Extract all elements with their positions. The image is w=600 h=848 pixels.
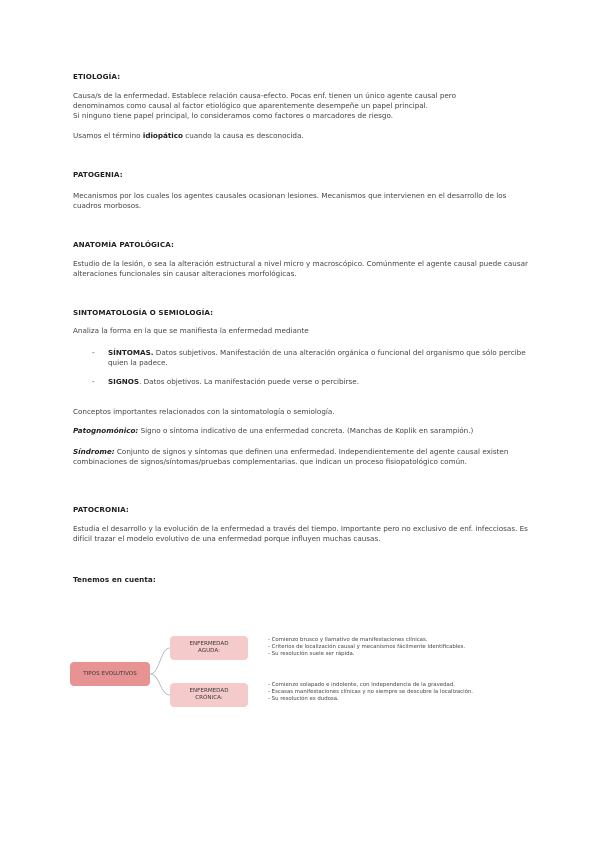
list-dash: - — [92, 377, 95, 386]
list-item-text — [108, 348, 528, 368]
signos-term: SIGNOS — [108, 377, 140, 386]
patognomonico-text: Signo o síntoma indicativo de una enfermedad concreta. (Manchas de Koplik en sarampión.) — [138, 426, 474, 435]
etiologia-line-2: denominamos como causal al factor etiológico que aparentemente desempeñe un papel principal. — [73, 101, 428, 110]
sindrome-text: Conjunto de signos y síntomas que definen una enfermedad. Independientemente del agente causal existen combinaciones de signos/síntomas/pruebas complementarias. que indican un proceso fisiopatológico común. — [73, 447, 509, 466]
chronic-note: - Comienzo solapado e indolente, con independencia de la gravedad. — [268, 682, 455, 688]
chronic-note: - Escasas manifestaciones clínicas y no siempre se descubre la localización. — [268, 689, 474, 695]
idiopatico-term: idiopático — [142, 131, 183, 140]
etiologia-idiopatico-before: Usamos el término — [73, 131, 143, 140]
tipos-evolutivos-box: TIPOS EVOLUTIVOS — [70, 662, 150, 686]
patognomonico-definition — [73, 426, 528, 436]
sindrome-term: Síndrome: — [73, 447, 115, 456]
sintomas-definition: Datos subjetivos. Manifestación de una alteración orgánica o funcional del organismo que sólo percibe quien la padece. — [108, 348, 526, 367]
signos-definition: . Datos objetivos. La manifestación puede verse o percibirse. — [139, 377, 360, 386]
connector-acute — [150, 648, 170, 674]
chronic-box-line-2: CRÓNICA: — [195, 695, 223, 701]
patocronia-paragraph: Estudia el desarrollo y la evolución de la enfermedad a través del tiempo. Importante pero no exclusivo de enf. infecciosas. Es difícil trazar el modelo evolutivo de una enfermedad porque influyen muchas causas. — [73, 524, 528, 543]
patogenia-heading: PATOGENIA: — [73, 170, 123, 179]
patocronia-heading: PATOCRONIA: — [73, 505, 129, 514]
chronic-note: - Su resolución es dudosa. — [268, 696, 339, 702]
chronic-notes — [268, 682, 528, 703]
list-item-text — [108, 377, 528, 387]
acute-note: - Comienzo brusco y llamativo de manifestaciones clínicas. — [268, 637, 428, 643]
enfermedad-aguda-box — [170, 636, 248, 660]
tipos-evolutivos-diagram — [70, 630, 530, 720]
patogenia-paragraph: Mecanismos por los cuales los agentes causales ocasionan lesiones. Mecanismos que intervienen en el desarrollo de los cuadros morbosos. — [73, 191, 507, 210]
anatomia-heading: ANATOMÍA PATOLÓGICA: — [73, 240, 174, 249]
patognomonico-term: Patognomónico: — [73, 426, 139, 435]
list-dash: - — [92, 348, 95, 357]
etiologia-paragraph — [73, 91, 528, 121]
etiologia-idiopatico-after: cuando la causa es desconocida. — [182, 131, 304, 140]
acute-box-line-1: ENFERMEDAD — [189, 641, 229, 647]
connector-chronic — [150, 674, 170, 695]
acute-note: - Su resolución suele ser rápida. — [268, 651, 355, 657]
sindrome-definition — [73, 447, 528, 467]
acute-box-line-2: AGUDA: — [198, 648, 220, 654]
acute-note: - Criterios de localización causal y mecanismos fácilmente identificables. — [268, 644, 466, 650]
etiologia-heading: ETIOLOGÍA: — [73, 72, 121, 81]
sintomas-term: SÍNTOMAS. — [108, 348, 154, 357]
tenemos-heading: Tenemos en cuenta: — [73, 575, 156, 584]
anatomia-paragraph: Estudio de la lesión, o sea la alteración estructural a nivel micro y macroscópico. Comúnmente el agente causal puede causar alteraciones funcionales sin causar alteraciones morfológicas. — [73, 259, 528, 278]
acute-notes — [268, 637, 528, 658]
etiologia-line-1: Causa/s de la enfermedad. Establece relación causa-efecto. Pocas enf. tienen un único agente causal pero — [73, 91, 457, 100]
chronic-box-line-1: ENFERMEDAD — [189, 688, 229, 694]
enfermedad-cronica-box — [170, 683, 248, 707]
etiologia-idiopatico-paragraph — [73, 131, 528, 141]
sintomatologia-heading: SINTOMATOLOGÍA O SEMIOLOGÍA: — [73, 308, 214, 317]
sintomatologia-intro: Analiza la forma en la que se manifiesta la enfermedad mediante — [73, 326, 309, 335]
etiologia-line-3: Si ninguno tiene papel principal, lo consideramos como factores o marcadores de riesgo. — [73, 111, 394, 120]
conceptos-paragraph: Conceptos importantes relacionados con la sintomatología o semiología. — [73, 407, 335, 416]
